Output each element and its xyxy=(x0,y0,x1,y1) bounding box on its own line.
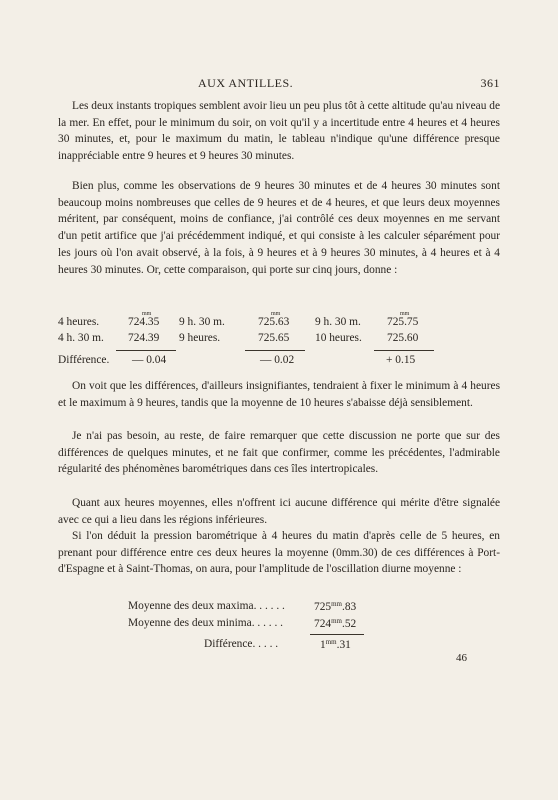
table-cell: 725.75 xyxy=(387,316,419,328)
running-title: AUX ANTILLES. xyxy=(198,76,294,90)
difference-value: — 0.04 xyxy=(132,354,167,366)
paragraph-2 xyxy=(58,178,500,278)
table-cell: 9 h. 30 m. xyxy=(179,316,225,328)
signature-mark: 46 xyxy=(456,652,467,664)
difference-row xyxy=(58,638,500,655)
paragraph-6 xyxy=(58,528,500,578)
row-value: $1^{mm}.31$ xyxy=(320,638,351,651)
amplitude-table xyxy=(58,600,500,655)
row-label: Moyenne des deux maxima. . . . . . xyxy=(128,600,285,612)
paragraph-1-text: Les deux instants tropiques semblent avoir lieu un peu plus tôt à cette altitude qu'au niveau de la mer. En effet, pour le minimum du soir, on voit qu'il y a incertitude entre 4 heures et 4 heures 30 minutes, et, pour le maximum du matin, le tableau n'indique qu'une différence presque inappréciable entre 9 heures et 9 heures 30 minutes. xyxy=(58,100,500,163)
paragraph-5-text: Quant aux heures moyennes, elles n'offrent ici aucune différence qui mérite d'être signalée avec ce qui a lieu dans les régions inférieures. xyxy=(58,497,500,526)
paragraph-4-text: Je n'ai pas besoin, au reste, de faire remarquer que cette discussion ne porte que sur des différences de quelques minutes, et ne fait que confirmer, comme les précédentes, l'admirable régularité des phénomènes barométriques dans ces îles intertropicales. xyxy=(58,430,500,476)
paragraph-2-text: Bien plus, comme les observations de 9 heures 30 minutes et de 4 heures 30 minutes sont beaucoup moins nombreuses que celles de 9 heures et de 4 heures, et que leurs deux moyennes méritent, par conséquent, moins de confiance, j'ai contrôlé ces deux moyennes en me servant d'un petit artifice que j'ai précédemment indiqué, et qui consiste à les calculer séparément pour les jours où l'on avait observé, à la fois, à 9 heures et à 9 heures 30 minutes, à 4 heures et à 4 heures 30 minutes. Or, cette comparaison, qui porte sur cinq jours, donne : xyxy=(58,180,500,276)
unit-label: mm xyxy=(271,311,281,317)
table-row xyxy=(58,617,500,634)
table-cell: 724.39 xyxy=(128,332,160,344)
paragraph-3 xyxy=(58,378,500,411)
unit-label: mm xyxy=(142,311,152,317)
unit-row xyxy=(58,307,500,316)
table-row xyxy=(58,316,500,332)
table-cell: 725.60 xyxy=(387,332,419,344)
table-row xyxy=(58,332,500,348)
table-cell: 724.35 xyxy=(128,316,160,328)
table-row xyxy=(58,600,500,617)
difference-value: + 0.15 xyxy=(386,354,416,366)
paragraph-1 xyxy=(58,98,500,165)
row-label: Différence. . . . . xyxy=(204,638,279,650)
sum-rule xyxy=(116,350,176,351)
difference-row xyxy=(58,354,500,370)
sum-rule xyxy=(245,350,305,351)
paragraph-6-text: Si l'on déduit la pression barométrique à 4 heures du matin d'après celle de 5 heures, en prenant pour différence entre ces deux heures la moyenne (0mm.30) de ces différences à Port-d'Espagne et à Saint-Thomas, on aura, pour l'amplitude de l'oscillation diurne moyenne : xyxy=(58,530,500,576)
table-cell: 9 heures. xyxy=(179,332,221,344)
row-value: $725^{mm}.83$ xyxy=(314,600,357,613)
sum-rule xyxy=(310,634,364,635)
unit-label: mm xyxy=(400,311,410,317)
paragraph-5 xyxy=(58,495,500,528)
sum-rule xyxy=(374,350,434,351)
table-cell: 9 h. 30 m. xyxy=(315,316,361,328)
difference-label: Différence. xyxy=(58,354,110,366)
table-cell: 4 h. 30 m. xyxy=(58,332,104,344)
page-number: 361 xyxy=(480,76,500,90)
table-cell: 725.63 xyxy=(258,316,290,328)
table-cell: 4 heures. xyxy=(58,316,100,328)
paragraph-3-text: On voit que les différences, d'ailleurs insignifiantes, tendraient à fixer le minimum à 4 heures et le maximum à 9 heures, tandis que la moyenne de 10 heures s'abaisse déjà sensiblement. xyxy=(58,380,500,409)
paragraph-4 xyxy=(58,428,500,478)
table-cell: 10 heures. xyxy=(315,332,362,344)
row-label: Moyenne des deux minima. . . . . . xyxy=(128,617,284,629)
table-cell: 725.65 xyxy=(258,332,290,344)
difference-value: — 0.02 xyxy=(260,354,295,366)
comparison-table xyxy=(58,307,500,370)
row-value: $724^{mm}.52$ xyxy=(314,617,357,630)
page-header xyxy=(58,76,500,92)
